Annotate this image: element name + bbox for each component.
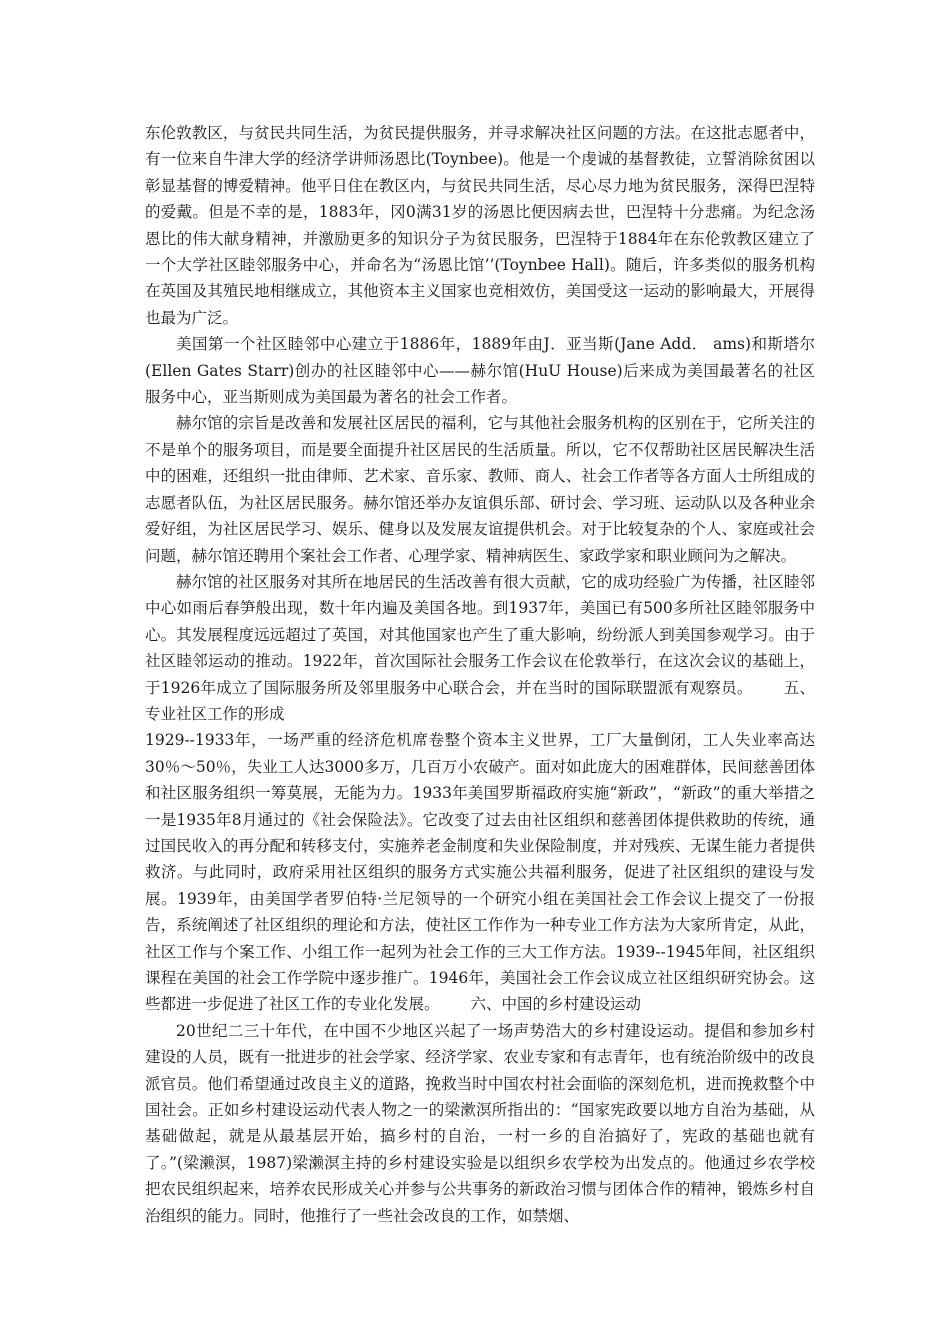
paragraph-great-depression-text: 1929--1933年，一场严重的经济危机席卷整个资本主义世界，工厂大量倒闭，工人失业率高达30％～50％，失业工人达3000多万，几百万小农破产。面对如此庞大的困难群体，民间慈善团体和社区服务组织一筹莫展，无能为力。1933年美国罗斯福政府实施“新政”，“新政”的重大举措之一是1935年8月通过的《社会保险法》。它改变了过去由社区组织和慈善团体提供救助的传统，通过国民收入的再分配和转移支付，实施养老金制度和失业保险制度，并对残疾、无谋生能力者提供救济。与此同时，政府采用社区组织的服务方式实施公共福利服务，促进了社区组织的建设与发展。1939年，由美国学者罗伯特·兰尼领导的一个研究小组在美国社会工作会议上提交了一份报告，系统阐述了社区组织的理论和方法，使社区工作作为一种专业工作方法为大家所肯定，从此，社区工作与个案工作、小组工作一起列为社会工作的三大工作方法。1939--1945年间，社区组织课程在美国的社会工作学院中逐步推广。1946年，美国社会工作会议成立社区组织研究协会。这些都进一步促进了社区工作的专业化发展。 (145, 731, 815, 1014)
paragraph-rural-construction-movement: 20世纪二三十年代，在中国不少地区兴起了一场声势浩大的乡村建设运动。提倡和参加乡村建设的人员，既有一批进步的社会学家、经济学家、农业专家和有志青年，也有统治阶级中的改良派官员。他们希望通过改良主义的道路，挽救当时中国农村社会面临的深刻危机，进而挽救整个中国社会。正如乡村建设运动代表人物之一的梁漱溟所指出的：“国家宪政要以地方自治为基础，从基础做起，就是从最基层开始，搞乡村的自治，一村一乡的自治搞好了，宪政的基础也就有了。”(梁濑溟，1987)梁濑溟主持的乡村建设实验是以组织乡农学校为出发点的。他通过乡农学校把农民组织起来，培养农民形成关心并参与公共事务的新政治习惯与团体合作的精神，锻炼乡村自治组织的能力。同时，他推行了一些社会改良的工作，如禁烟、 (145, 1021, 815, 1225)
section-heading-rural-construction: 六、中国的乡村建设运动 (470, 995, 642, 1014)
document-page (145, 120, 815, 1229)
paragraph-toynbee-hall: 东伦敦教区，与贫民共同生活，为贫民提供服务，并寻求解决社区问题的方法。在这批志愿者中，有一位来自牛津大学的经济学讲师汤恩比(Toynbee)。他是一个虔诚的基督教徒，立誓消除贫困以彰显基督的博爱精神。他平日住在教区内，与贫民共同生活，尽心尽力地为贫民服务，深得巴涅特的爱戴。但是不幸的是，1883年，冈0满31岁的汤恩比便因病去世，巴涅特十分悲痛。为纪念汤恩比的伟大献身精神，并激励更多的知识分子为贫民服务，巴涅特于1884年在东伦敦教区建立了一个大学社区睦邻服务中心，并命名为“汤恩比馆’’(Toynbee Hall)。随后，许多类似的服务机构在英国及其殖民地相继成立，其他资本主义国家也竞相效仿，美国受这一运动的影响最大，开展得也最为广泛。 (145, 124, 815, 327)
paragraph-hull-house-impact-text: 赫尔馆的社区服务对其所在地居民的生活改善有很大贡献，它的成功经验广为传播，社区睦邻中心如雨后春笋般出现，数十年内遍及美国各地。到1937年，美国已有500多所社区睦邻服务中心。其发展程度远远超过了英国，对其他国家也产生了重大影响，纷纷派人到美国参观学习。由于社区睦邻运动的推动。1922年，首次国际社会服务工作会议在伦敦举行，在这次会议的基础上，于1926年成立了国际服务所及邻里服务中心联合会，并在当时的国际联盟派有观察员。 (145, 572, 815, 697)
paragraph-hull-house-purpose: 赫尔馆的宗旨是改善和发展社区居民的福利，它与其他社会服务机构的区别在于，它所关注的不是单个的服务项目，而是要全面提升社区居民的生活质量。所以，它不仅帮助社区居民解决生活中的困难，还组织一批由律师、艺术家、音乐家、教师、商人、社会工作者等各方面人士所组成的志愿者队伍，为社区居民服务。赫尔馆还举办友谊俱乐部、研讨会、学习班、运动队以及各种业余爱好组，为社区居民学习、娱乐、健身以及发展友谊提供机会。对于比较复杂的个人、家庭或社会问题，赫尔馆还聘用个案社会工作者、心理学家、精神病医生、家政学家和职业顾问为之解决。 (145, 414, 815, 565)
paragraph-hull-house-impact (145, 569, 815, 727)
paragraph-us-first-center: 美国第一个社区睦邻中心建立于1886年，1889年由J．亚当斯(Jane Add． ams)和斯塔尔(Ellen Gates Starr)创办的社区睦邻中心——赫尔馆(HuU House)后来成为美国最著名的社区服务中心，亚当斯则成为美国最为著名的社会工作者。 (145, 335, 815, 407)
paragraph-great-depression (145, 727, 815, 1017)
section-heading-professional-community-work: 五、专业社区工作的形成 (145, 678, 815, 723)
